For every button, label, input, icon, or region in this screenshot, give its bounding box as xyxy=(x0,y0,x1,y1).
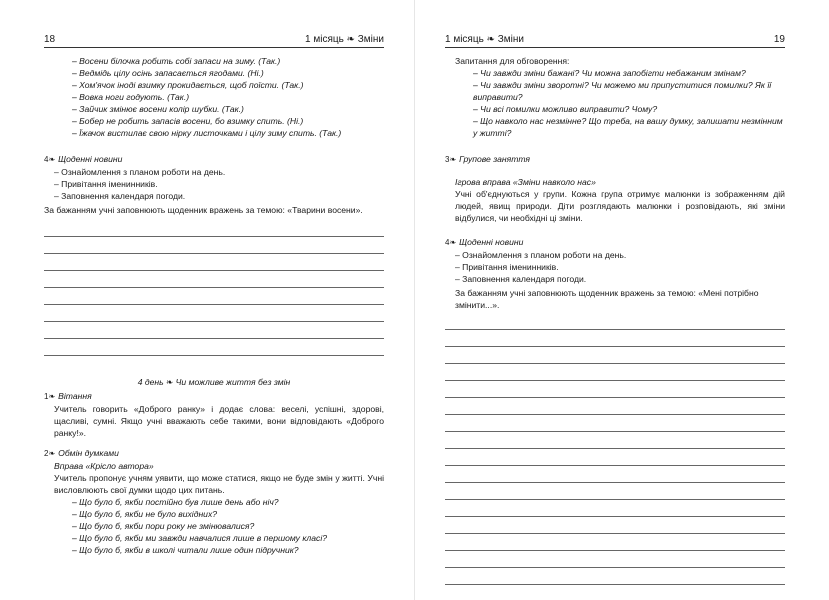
list-item: – Ознайомлення з планом роботи на день. xyxy=(54,167,226,177)
writing-line xyxy=(445,568,785,585)
writing-line xyxy=(445,483,785,500)
writing-line xyxy=(44,305,384,322)
writing-line xyxy=(445,347,785,364)
list-item: – Заповнення календаря погоди. xyxy=(455,274,587,284)
section-title: Щоденні новини xyxy=(58,154,123,164)
left-page-header xyxy=(44,33,384,47)
writing-line xyxy=(445,500,785,517)
section-number: 4❧ xyxy=(44,155,56,164)
section-heading xyxy=(44,390,384,403)
writing-line xyxy=(445,381,785,398)
right-page xyxy=(415,0,829,600)
list-item: – Чи всі помилки можливо виправити? Чому? xyxy=(473,104,658,114)
writing-line xyxy=(44,237,384,254)
section-title: Вітання xyxy=(58,391,92,401)
list-item: – Зайчик змінює восени колір шубки. (Так.) xyxy=(72,104,244,114)
writing-line xyxy=(44,288,384,305)
discussion-intro: Запитання для обговорення: xyxy=(455,56,570,66)
writing-line xyxy=(445,415,785,432)
writing-line xyxy=(44,322,384,339)
writing-line xyxy=(44,220,384,237)
section-title: Обмін думками xyxy=(58,448,119,458)
list-item: – Що було б, якби постійно був лише день або ніч? xyxy=(72,497,279,507)
writing-line xyxy=(445,466,785,483)
section-heading xyxy=(445,153,785,166)
writing-line xyxy=(44,339,384,356)
riddle-list xyxy=(44,55,384,139)
news-list xyxy=(445,249,785,285)
writing-line xyxy=(445,449,785,466)
left-page-content xyxy=(44,55,384,556)
section-number: 4❧ xyxy=(445,238,457,247)
discussion-list xyxy=(445,67,785,139)
header-rule xyxy=(44,47,384,48)
writing-line xyxy=(445,330,785,347)
writing-line xyxy=(445,364,785,381)
left-page xyxy=(0,0,414,600)
news-list xyxy=(44,166,384,202)
list-item: – Привітання іменинників. xyxy=(455,262,559,272)
paragraph: Учні об'єднуються у групи. Кожна група отримує малюнки із зображенням дій людей, явищ природи. Діти розглядають малюнки і розповідають, які зміни відбулися, чи необхідні ці зміни. xyxy=(455,189,785,223)
list-item: – Хом'ячок іноді взимку прокидається, щоб поїсти. (Так.) xyxy=(72,80,304,90)
writing-line xyxy=(44,271,384,288)
page-number: 19 xyxy=(773,34,785,45)
section-number: 2❧ xyxy=(44,449,56,458)
section-title: Щоденні новини xyxy=(459,237,524,247)
header-rule xyxy=(445,47,785,48)
right-page-content xyxy=(445,55,785,585)
list-item: – Ведмідь цілу осінь запасається ягодами. (Ні.) xyxy=(72,68,264,78)
exercise-title: Вправа «Крісло автора» xyxy=(54,461,154,471)
paragraph: Учитель говорить «Доброго ранку» і додає слова: веселі, успішні, здорові, щасливі, сумні. Якщо учні вважають себе такими, вони відповідають «Доброго ранку!». xyxy=(54,404,384,438)
list-item: – Що навколо нас незмінне? Що треба, на вашу думку, залишати незмінним у житті? xyxy=(473,116,783,138)
exercise-title: Ігрова вправа «Зміни навколо нас» xyxy=(455,177,596,187)
writing-lines xyxy=(445,313,785,585)
list-item: – Що було б, якби в школі читали лише один підручник? xyxy=(72,545,299,555)
list-item: – Привітання іменинників. xyxy=(54,179,158,189)
section-title: Групове заняття xyxy=(459,154,531,164)
list-item: – Що було б, якби ми завжди навчалися лише в першому класі? xyxy=(72,533,328,543)
writing-line xyxy=(445,432,785,449)
section-heading xyxy=(445,236,785,249)
running-head: 1 місяць ❧ Зміни xyxy=(445,34,524,45)
diary-instruction: За бажанням учні заповнюють щоденник вражень за темою: «Мені потрібно змінити...». xyxy=(455,288,759,310)
question-list xyxy=(44,496,384,556)
writing-line xyxy=(445,313,785,330)
diary-instruction: За бажанням учні заповнюють щоденник вражень за темою: «Тварини восени». xyxy=(44,205,363,215)
list-item: – Їжачок вистилає свою нірку листочками і цілу зиму спить. (Так.) xyxy=(72,128,342,138)
section-number: 3❧ xyxy=(445,155,457,164)
section-number: 1❧ xyxy=(44,392,56,401)
writing-line xyxy=(445,534,785,551)
writing-lines xyxy=(44,220,384,356)
list-item: – Восени білочка робить собі запаси на зиму. (Так.) xyxy=(72,56,281,66)
list-item: – Що було б, якби пори року не змінювалися? xyxy=(72,521,255,531)
section-heading xyxy=(44,447,384,460)
list-item: – Заповнення календаря погоди. xyxy=(54,191,186,201)
day-title: 4 день ❧ Чи можливе життя без змін xyxy=(137,377,291,387)
list-item: – Вовка ноги годують. (Так.) xyxy=(72,92,190,102)
paragraph: Учитель пропонує учням уявити, що може статися, якщо не буде змін у житті. Учні висловлюють свої думки щодо цих питань. xyxy=(54,473,384,495)
list-item: – Бобер не робить запасів восени, бо взимку спить. (Ні.) xyxy=(72,116,304,126)
writing-line xyxy=(445,551,785,568)
writing-line xyxy=(44,254,384,271)
writing-line xyxy=(445,398,785,415)
list-item: – Що було б, якби не було вихідних? xyxy=(72,509,218,519)
right-page-header xyxy=(445,33,785,47)
list-item: – Чи завжди зміни бажані? Чи можна запобігти небажаним змінам? xyxy=(473,68,746,78)
running-head: 1 місяць ❧ Зміни xyxy=(305,34,384,45)
writing-line xyxy=(445,517,785,534)
section-heading xyxy=(44,153,384,166)
page-number: 18 xyxy=(44,34,56,45)
list-item: – Ознайомлення з планом роботи на день. xyxy=(455,250,627,260)
list-item: – Чи завжди зміни зворотні? Чи можемо ми припуститися помилки? Як її виправити? xyxy=(473,80,772,102)
